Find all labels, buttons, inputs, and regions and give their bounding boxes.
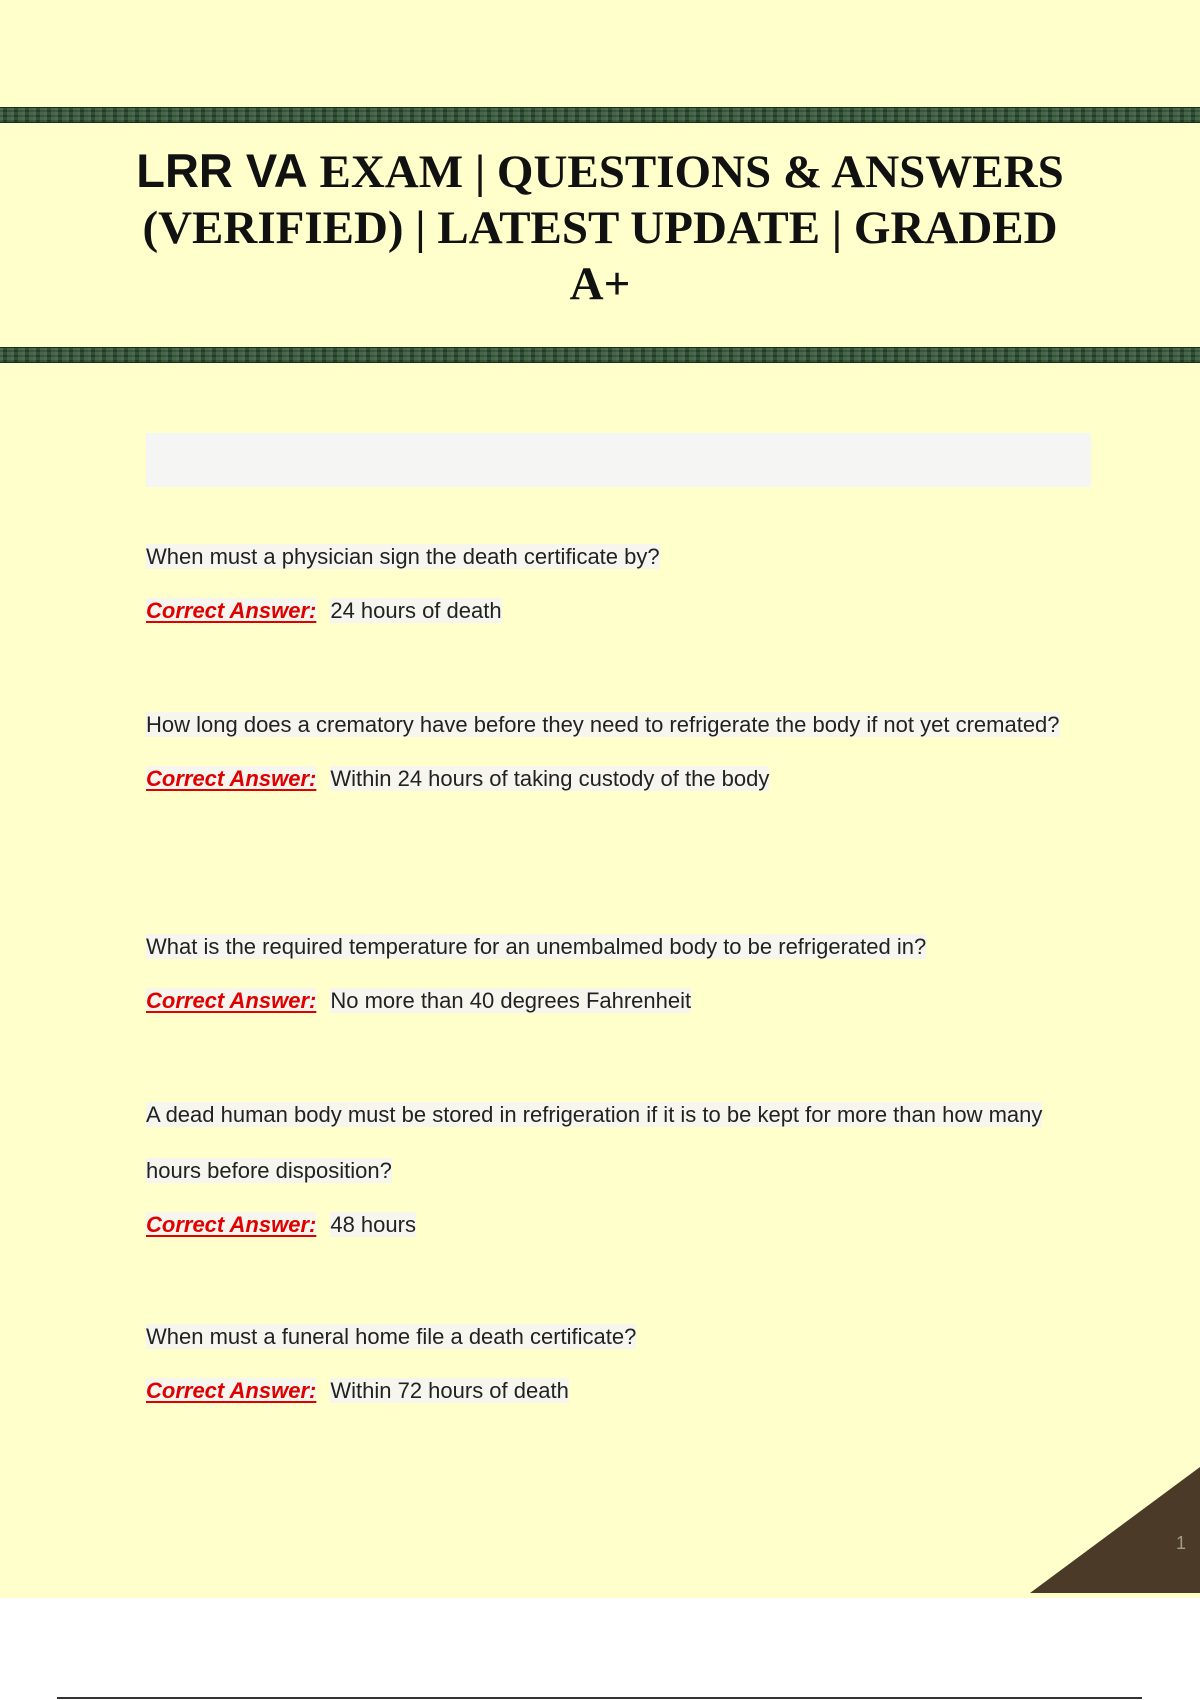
page-number: 1 <box>1175 1533 1186 1553</box>
correct-answer-label: Correct Answer: <box>146 1378 317 1403</box>
answer-text: 48 hours <box>330 1212 416 1237</box>
question-text: A dead human body must be stored in refrigeration if it is to be kept for more than how many hours before disposition? <box>146 1102 1043 1183</box>
title-part-2: EXAM | QUESTIONS & ANSWERS (VERIFIED) | LATEST UPDATE | GRADED A+ <box>142 146 1064 310</box>
page-title <box>120 143 1080 312</box>
correct-answer-label: Correct Answer: <box>146 988 317 1013</box>
question-text: How long does a crematory have before they need to refrigerate the body if not yet cremated? <box>146 712 1060 737</box>
answer-line <box>146 583 1091 639</box>
answer-text: Within 72 hours of death <box>330 1378 569 1403</box>
answer-line <box>146 1197 1091 1253</box>
answer-line <box>146 973 1091 1029</box>
page-corner-decoration <box>1030 1467 1200 1593</box>
answer-text: No more than 40 degrees Fahrenheit <box>330 988 692 1013</box>
blank-banner <box>146 433 1091 487</box>
qa-item-4 <box>146 1087 1091 1253</box>
answer-line <box>146 1363 1091 1419</box>
header-bottom-band <box>0 347 1200 363</box>
answer-line <box>146 751 1091 807</box>
qa-item-1 <box>146 529 1091 639</box>
question-text: When must a physician sign the death certificate by? <box>146 544 660 569</box>
correct-answer-label: Correct Answer: <box>146 766 317 791</box>
question-text: When must a funeral home file a death certificate? <box>146 1324 637 1349</box>
title-part-1: LRR VA <box>136 144 308 197</box>
qa-item-2 <box>146 697 1091 807</box>
qa-item-3 <box>146 919 1091 1029</box>
header-top-band <box>0 107 1200 123</box>
correct-answer-label: Correct Answer: <box>146 1212 317 1237</box>
answer-text: 24 hours of death <box>330 598 502 623</box>
correct-answer-label: Correct Answer: <box>146 598 317 623</box>
qa-item-5 <box>146 1309 1091 1419</box>
question-text: What is the required temperature for an unembalmed body to be refrigerated in? <box>146 934 927 959</box>
answer-text: Within 24 hours of taking custody of the body <box>330 766 770 791</box>
footer-divider <box>57 1697 1142 1699</box>
